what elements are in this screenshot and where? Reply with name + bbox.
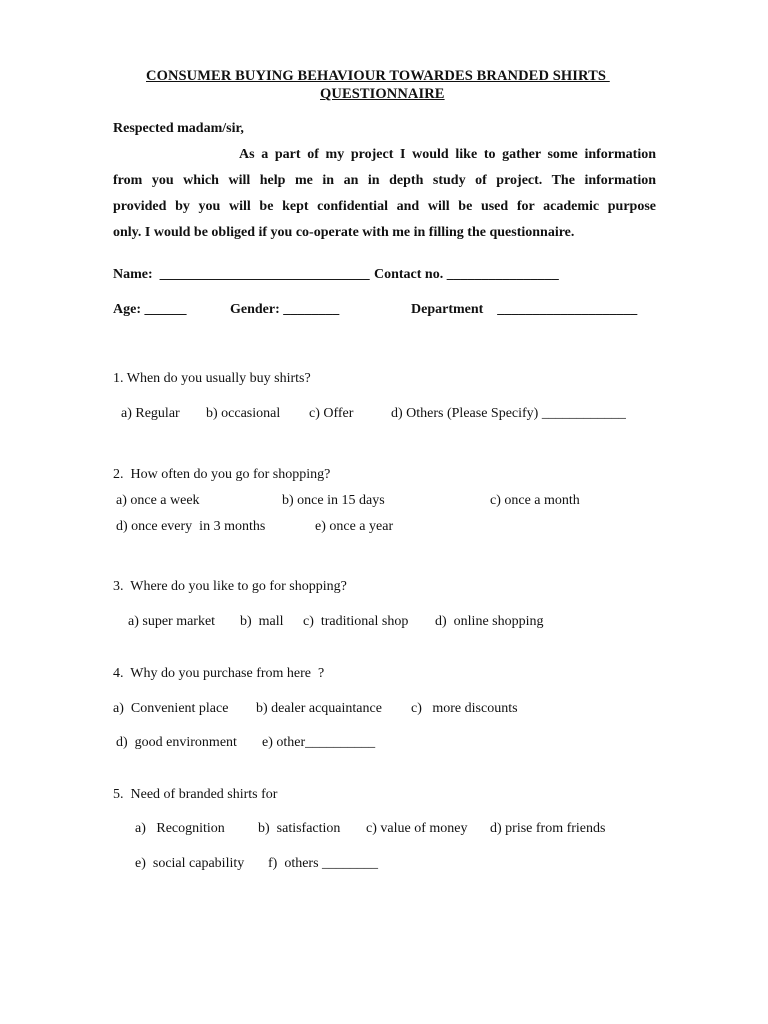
q3-option-a[interactable]: a) super market: [128, 614, 216, 629]
intro-paragraph: [113, 142, 656, 246]
q1-option-b[interactable]: b) occasional: [206, 406, 281, 421]
q5-option-f[interactable]: f) others ________: [268, 856, 379, 871]
question-3: 3. Where do you like to go for shopping?: [113, 579, 347, 594]
q4-option-c[interactable]: c) more discounts: [411, 701, 518, 716]
q2-option-a[interactable]: a) once a week: [116, 493, 200, 508]
q2-option-d[interactable]: d) once every in 3 months: [116, 519, 266, 534]
question-1: 1. When do you usually buy shirts?: [113, 371, 311, 386]
q2-option-c[interactable]: c) once a month: [490, 493, 580, 508]
q4-option-b[interactable]: b) dealer acquaintance: [256, 701, 382, 716]
document-title-line1: CONSUMER BUYING BEHAVIOUR TOWARDES BRANDED SHIRTS: [146, 68, 610, 84]
q3-option-b[interactable]: b) mall: [240, 614, 284, 629]
q5-option-d[interactable]: d) prise from friends: [490, 821, 606, 836]
intro-line: provided by you will be kept confidential and will be used for academic purpose: [113, 199, 656, 214]
age-field[interactable]: Age: ______: [113, 302, 187, 317]
question-2: 2. How often do you go for shopping?: [113, 467, 331, 482]
q5-option-e[interactable]: e) social capability: [135, 856, 245, 871]
intro-line: from you which will help me in an in depth study of project. The information: [113, 173, 656, 188]
intro-line: only. I would be obliged if you co-operate with me in filling the questionnaire.: [113, 225, 575, 240]
q5-option-c[interactable]: c) value of money: [366, 821, 468, 836]
document-title-line2: QUESTIONNAIRE: [320, 86, 445, 102]
contact-field[interactable]: Contact no. ________________: [374, 267, 559, 282]
q2-option-e[interactable]: e) once a year: [315, 519, 394, 534]
q5-option-b[interactable]: b) satisfaction: [258, 821, 341, 836]
salutation: Respected madam/sir,: [113, 121, 244, 136]
q1-option-c[interactable]: c) Offer: [309, 406, 354, 421]
q4-option-d[interactable]: d) good environment: [116, 735, 237, 750]
q5-option-a[interactable]: a) Recognition: [135, 821, 225, 836]
name-field[interactable]: Name: ______________________________: [113, 267, 370, 282]
q1-option-a[interactable]: a) Regular: [121, 406, 180, 421]
q4-option-e[interactable]: e) other__________: [262, 735, 376, 750]
q3-option-c[interactable]: c) traditional shop: [303, 614, 409, 629]
gender-field[interactable]: Gender: ________: [230, 302, 340, 317]
q1-option-d[interactable]: d) Others (Please Specify) ____________: [391, 406, 626, 421]
q2-option-b[interactable]: b) once in 15 days: [282, 493, 385, 508]
department-field[interactable]: Department ____________________: [411, 302, 638, 317]
question-5: 5. Need of branded shirts for: [113, 787, 278, 802]
intro-line: As a part of my project I would like to gather some information: [239, 147, 656, 162]
question-4: 4. Why do you purchase from here ?: [113, 666, 325, 681]
q4-option-a[interactable]: a) Convenient place: [113, 701, 229, 716]
q3-option-d[interactable]: d) online shopping: [435, 614, 544, 629]
